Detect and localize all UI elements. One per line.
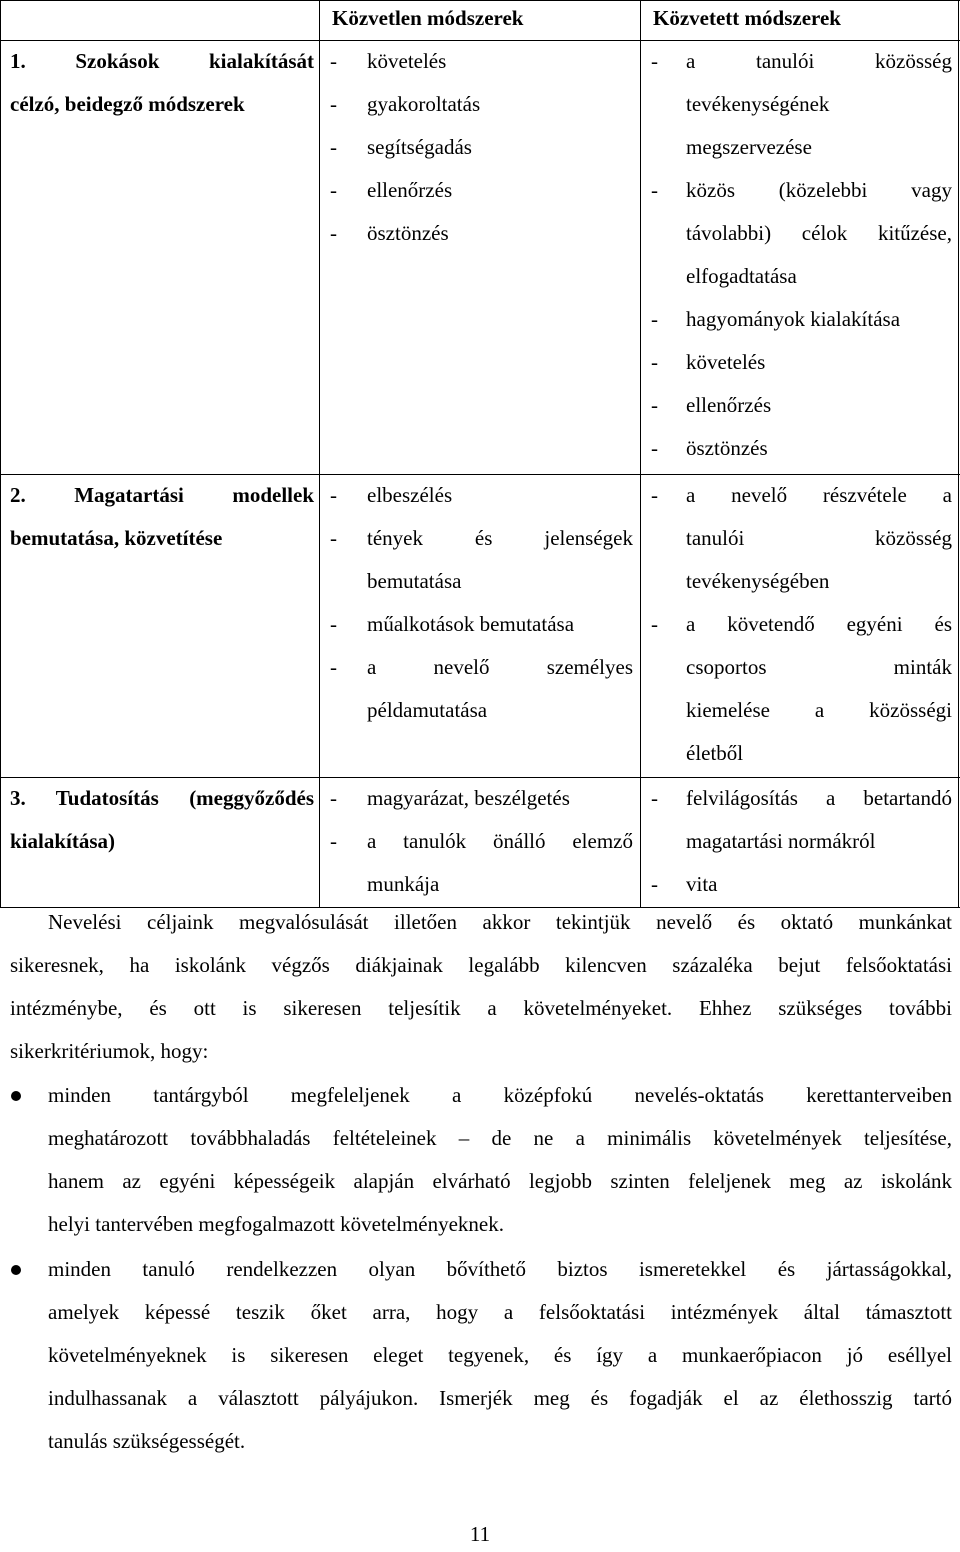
paragraph-line: Nevelési céljaink megvalósulását illetően akkor tekintjük nevelő és oktató munkánkat bbox=[48, 910, 952, 934]
table-vertical-rule bbox=[0, 0, 1, 907]
list-item: vita bbox=[686, 872, 718, 896]
list-item: tények és jelenségek bbox=[367, 526, 633, 550]
list-item: példamutatása bbox=[367, 698, 488, 722]
list-dash: - bbox=[651, 307, 658, 331]
list-dash: - bbox=[330, 786, 337, 810]
row-category-label: bemutatása, közvetítése bbox=[10, 526, 223, 550]
list-dash: - bbox=[651, 350, 658, 374]
list-item: ellenőrzés bbox=[367, 178, 453, 202]
bullet-text-line: hanem az egyéni képességeik alapján elvárható legjobb szinten feleljenek meg az iskolánk bbox=[48, 1169, 952, 1193]
list-dash: - bbox=[651, 786, 658, 810]
list-item: magyarázat, beszélgetés bbox=[367, 786, 570, 810]
list-dash: - bbox=[330, 135, 337, 159]
list-dash: - bbox=[330, 483, 337, 507]
list-item: hagyományok kialakítása bbox=[686, 307, 901, 331]
list-dash: - bbox=[651, 178, 658, 202]
list-item: a tanulók önálló elemző bbox=[367, 829, 633, 853]
list-item: a nevelő személyes bbox=[367, 655, 633, 679]
row-category-label: kialakítása) bbox=[10, 829, 116, 853]
row-category-label: célzó, beidegző módszerek bbox=[10, 92, 245, 116]
list-item: távolabbi) célok kitűzése, bbox=[686, 221, 952, 245]
list-item: ellenőrzés bbox=[686, 393, 772, 417]
table-vertical-rule bbox=[640, 0, 641, 907]
bullet-text-line: helyi tantervében megfogalmazott követelményeknek. bbox=[48, 1212, 504, 1236]
list-dash: - bbox=[330, 178, 337, 202]
list-item: elfogadtatása bbox=[686, 264, 797, 288]
list-dash: - bbox=[330, 92, 337, 116]
paragraph-line: intézménybe, és ott is sikeresen teljesítik a követelményeket. Ehhez szükséges további bbox=[10, 996, 952, 1020]
list-dash: - bbox=[330, 526, 337, 550]
table-vertical-rule bbox=[319, 0, 320, 907]
list-dash: - bbox=[651, 393, 658, 417]
list-item: megszervezése bbox=[686, 135, 812, 159]
list-item: kiemelése a közösségi bbox=[686, 698, 952, 722]
list-item: követelés bbox=[367, 49, 447, 73]
bullet-text-line: tanulás szükségességét. bbox=[48, 1429, 246, 1453]
bullet-text-line: meghatározott továbbhaladás feltételeinek – de ne a minimális követelmények teljesítése, bbox=[48, 1126, 952, 1150]
list-item: elbeszélés bbox=[367, 483, 453, 507]
list-dash: - bbox=[330, 221, 337, 245]
page-number: 11 bbox=[469, 1522, 491, 1546]
list-item: műalkotások bemutatása bbox=[367, 612, 575, 636]
list-dash: - bbox=[651, 483, 658, 507]
list-item: bemutatása bbox=[367, 569, 462, 593]
row-category-label: 3. Tudatosítás (meggyőződés bbox=[10, 786, 314, 810]
list-item: tanulói közösség bbox=[686, 526, 952, 550]
bullet-dot bbox=[11, 1091, 21, 1101]
row-category-label: 2. Magatartási modellek bbox=[10, 483, 314, 507]
bullet-text-line: minden tantárgyból megfeleljenek a középfokú nevelés-oktatás kerettanterveiben bbox=[48, 1083, 952, 1107]
paragraph-line: sikerkritériumok, hogy: bbox=[10, 1039, 209, 1063]
bullet-text-line: amelyek képessé teszik őket arra, hogy a felsőoktatási intézmények által támasztott bbox=[48, 1300, 952, 1324]
list-dash: - bbox=[651, 49, 658, 73]
list-dash: - bbox=[330, 49, 337, 73]
list-item: tevékenységében bbox=[686, 569, 830, 593]
list-item: felvilágosítás a betartandó bbox=[686, 786, 952, 810]
list-dash: - bbox=[651, 872, 658, 896]
list-item: ösztönzés bbox=[686, 436, 768, 460]
list-item: közös (közelebbi vagy bbox=[686, 178, 952, 202]
list-item: munkája bbox=[367, 872, 440, 896]
list-item: magatartási normákról bbox=[686, 829, 876, 853]
row-category-label: 1. Szokások kialakítását bbox=[10, 49, 314, 73]
list-item: tevékenységének bbox=[686, 92, 830, 116]
list-item: ösztönzés bbox=[367, 221, 449, 245]
list-item: a tanulói közösség bbox=[686, 49, 952, 73]
list-dash: - bbox=[330, 612, 337, 636]
bullet-text-line: indulhassanak a választott pályájukon. Ismerjék meg és fogadják el az élethosszig tartó bbox=[48, 1386, 952, 1410]
bullet-text-line: követelményeknek is sikeresen eleget tegyenek, és így a munkaerőpiacon jó eséllyel bbox=[48, 1343, 952, 1367]
list-item: csoportos minták bbox=[686, 655, 952, 679]
list-item: segítségadás bbox=[367, 135, 472, 159]
table-header-cell: Közvetett módszerek bbox=[653, 6, 841, 30]
list-item: életből bbox=[686, 741, 744, 765]
list-dash: - bbox=[651, 436, 658, 460]
paragraph-line: sikeresnek, ha iskolánk végzős diákjainak legalább kilencven százaléka bejut felsőoktatási bbox=[10, 953, 952, 977]
list-item: gyakoroltatás bbox=[367, 92, 481, 116]
list-dash: - bbox=[330, 829, 337, 853]
list-dash: - bbox=[330, 655, 337, 679]
list-item: a követendő egyéni és bbox=[686, 612, 952, 636]
list-dash: - bbox=[651, 612, 658, 636]
list-item: a nevelő részvétele a bbox=[686, 483, 952, 507]
bullet-dot bbox=[11, 1265, 21, 1275]
table-header-cell: Közvetlen módszerek bbox=[332, 6, 524, 30]
bullet-text-line: minden tanuló rendelkezzen olyan bővíthető biztos ismeretekkel és jártasságokkal, bbox=[48, 1257, 952, 1281]
table-vertical-rule bbox=[958, 0, 959, 907]
list-item: követelés bbox=[686, 350, 766, 374]
